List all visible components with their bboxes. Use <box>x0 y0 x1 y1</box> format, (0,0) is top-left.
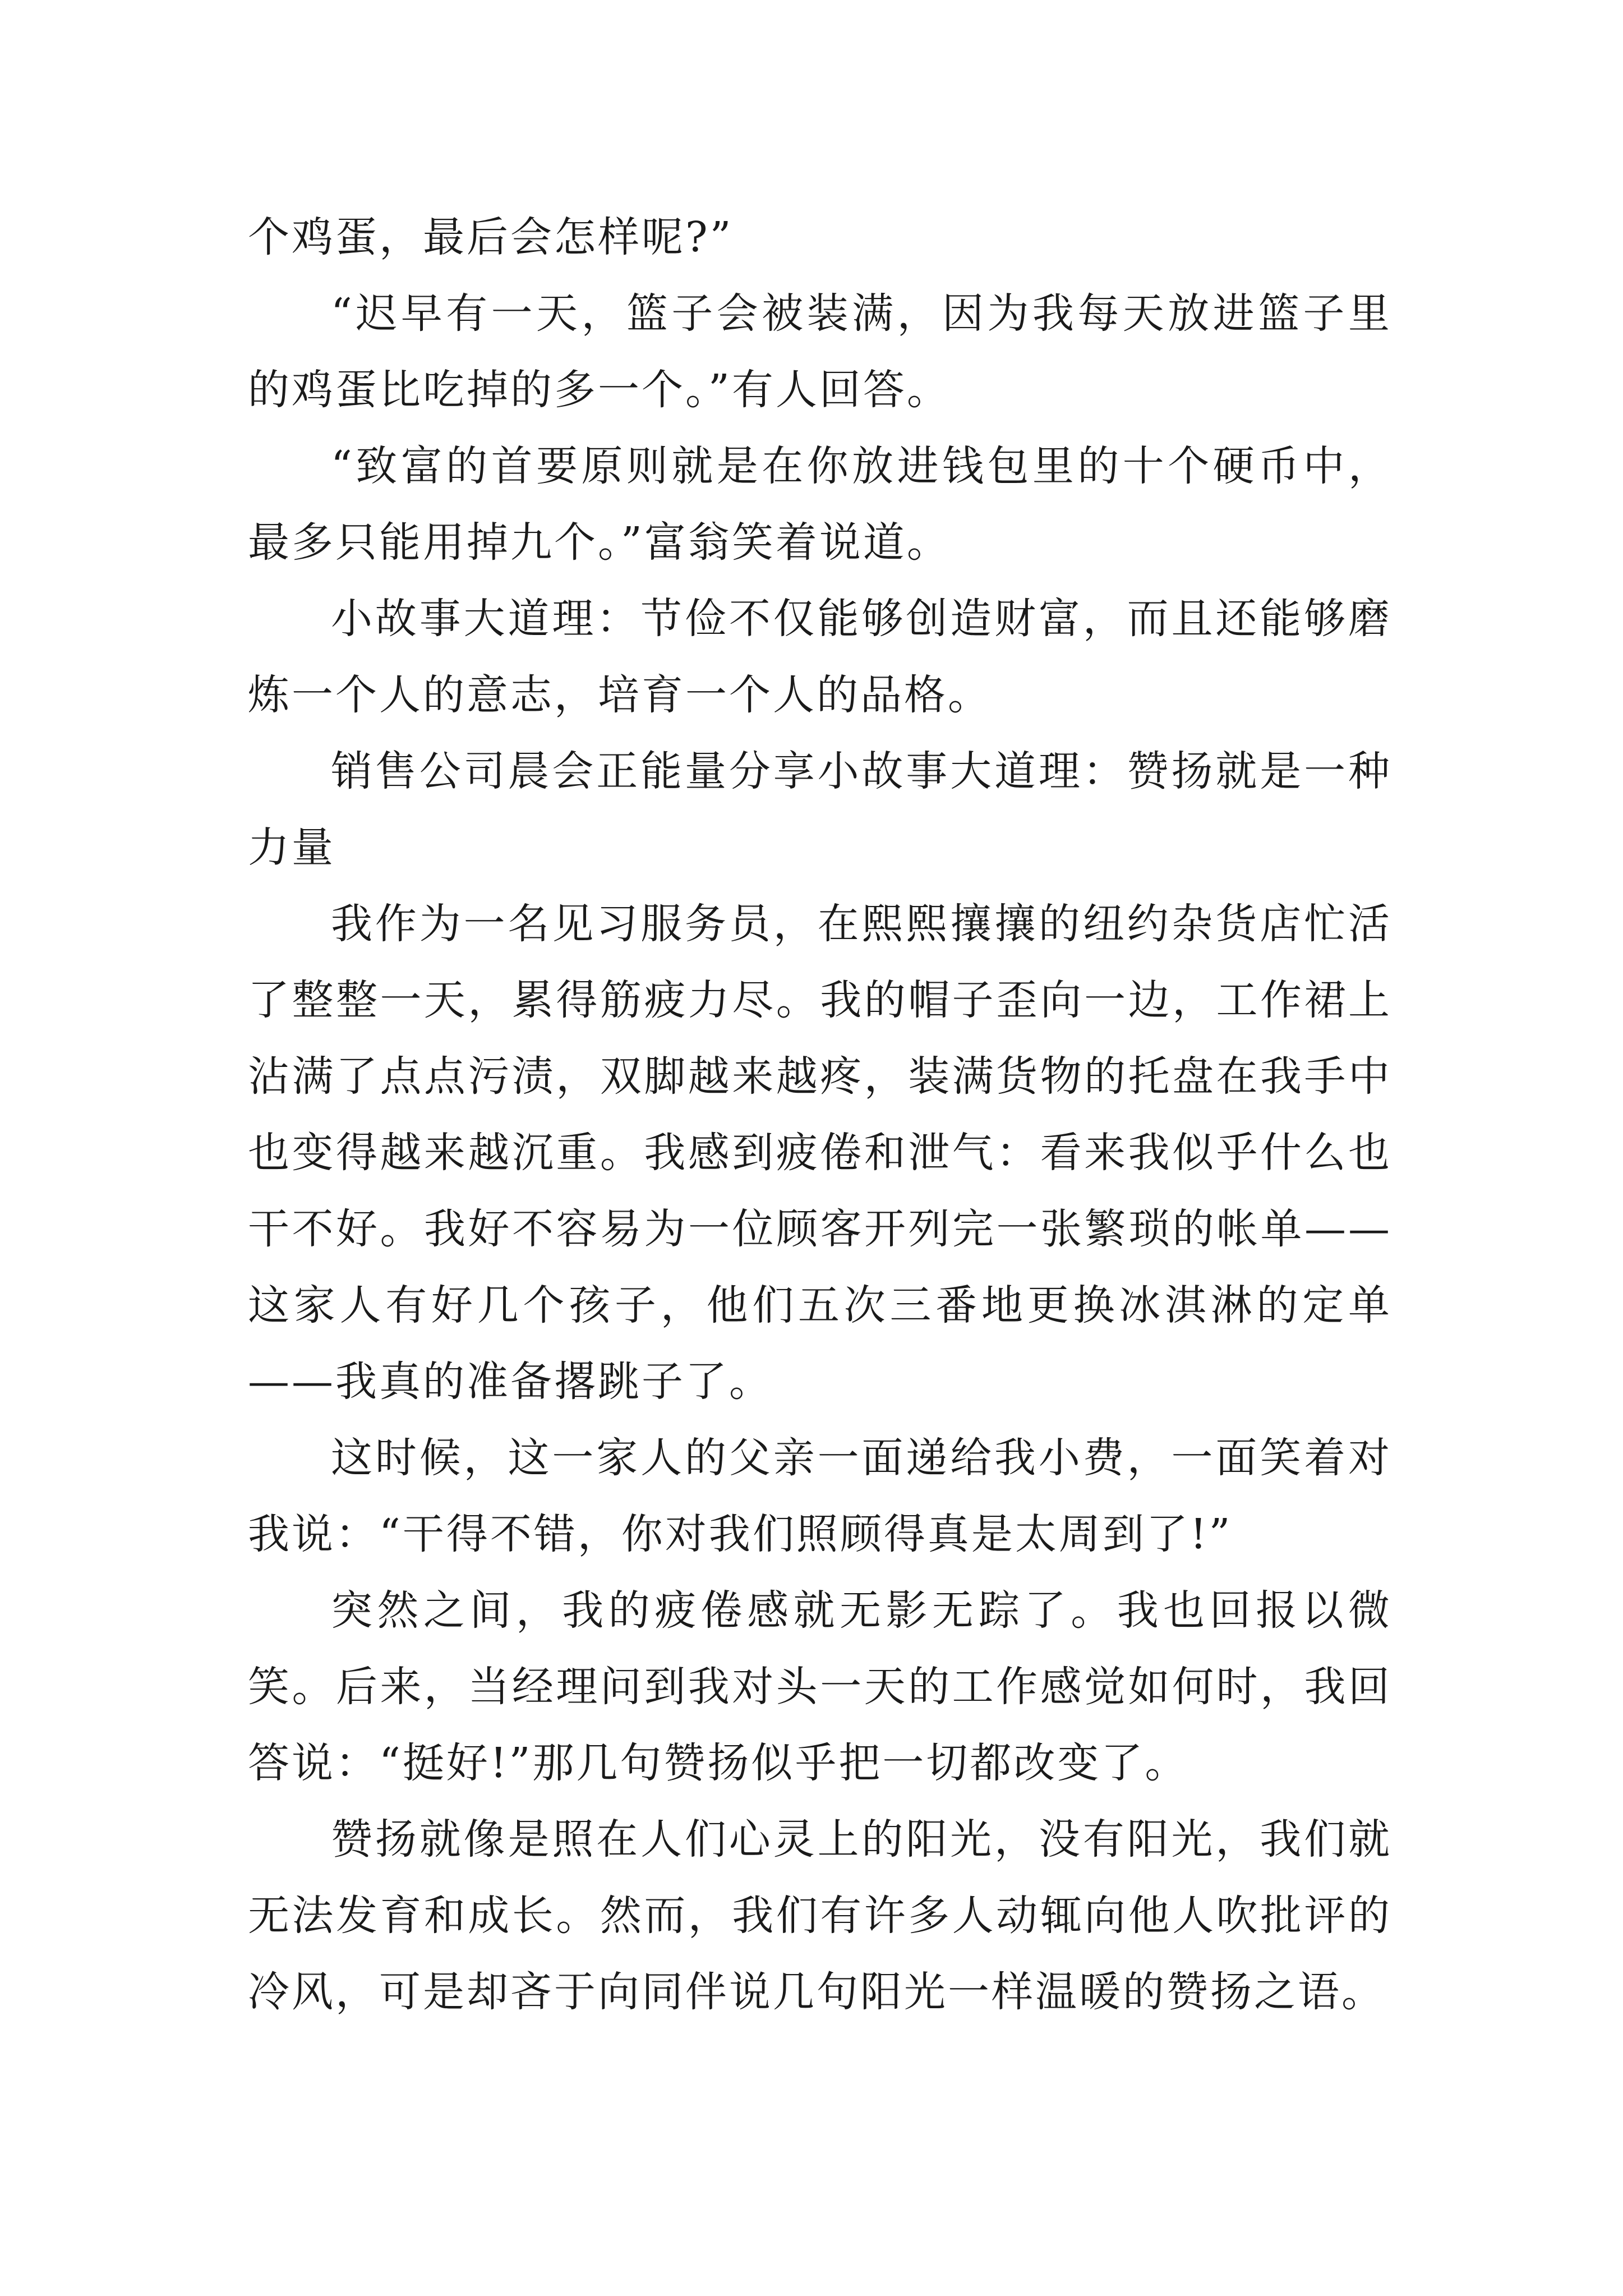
paragraph-8: 突然之间，我的疲倦感就无影无踪了。我也回报以微笑。后来，当经理问到我对头一天的工作感觉如何时，我回答说：“挺好!”那几句赞扬似乎把一切都改变了。 <box>248 1586 1392 1787</box>
paragraph-4: 小故事大道理：节俭不仅能够创造财富，而且还能够磨炼一个人的意志，培育一个人的品格。 <box>248 595 1392 719</box>
body-text <box>248 199 1392 2030</box>
paragraph-9: 赞扬就像是照在人们心灵上的阳光，没有阳光，我们就无法发育和成长。然而，我们有许多人动辄向他人吹批评的冷风，可是却吝于向同伴说几句阳光一样温暖的赞扬之语。 <box>248 1815 1392 2016</box>
paragraph-7: 这时候，这一家人的父亲一面递给我小费，一面笑着对我说：“干得不错，你对我们照顾得真是太周到了!” <box>248 1434 1392 1558</box>
paragraph-2: “迟早有一天，篮子会被装满，因为我每天放进篮子里的鸡蛋比吃掉的多一个。”有人回答。 <box>248 289 1392 414</box>
paragraph-3: “致富的首要原则就是在你放进钱包里的十个硬币中，最多只能用掉九个。”富翁笑着说道。 <box>248 442 1392 567</box>
paragraph-1: 个鸡蛋，最后会怎样呢?” <box>248 213 734 261</box>
section-heading: 销售公司晨会正能量分享小故事大道理：赞扬就是一种力量 <box>248 747 1392 872</box>
paragraph-6: 我作为一名见习服务员，在熙熙攘攘的纽约杂货店忙活了整整一天，累得筋疲力尽。我的帽子歪向一边，工作裙上沾满了点点污渍，双脚越来越疼，装满货物的托盘在我手中也变得越来越沉重。我感到疲倦和泄气：看来我似乎什么也干不好。我好不容易为一位顾客开列完一张繁琐的帐单——这家人有好几个孩子，他们五次三番地更换冰淇淋的定单——我真的准备撂跳子了。 <box>248 900 1392 1406</box>
